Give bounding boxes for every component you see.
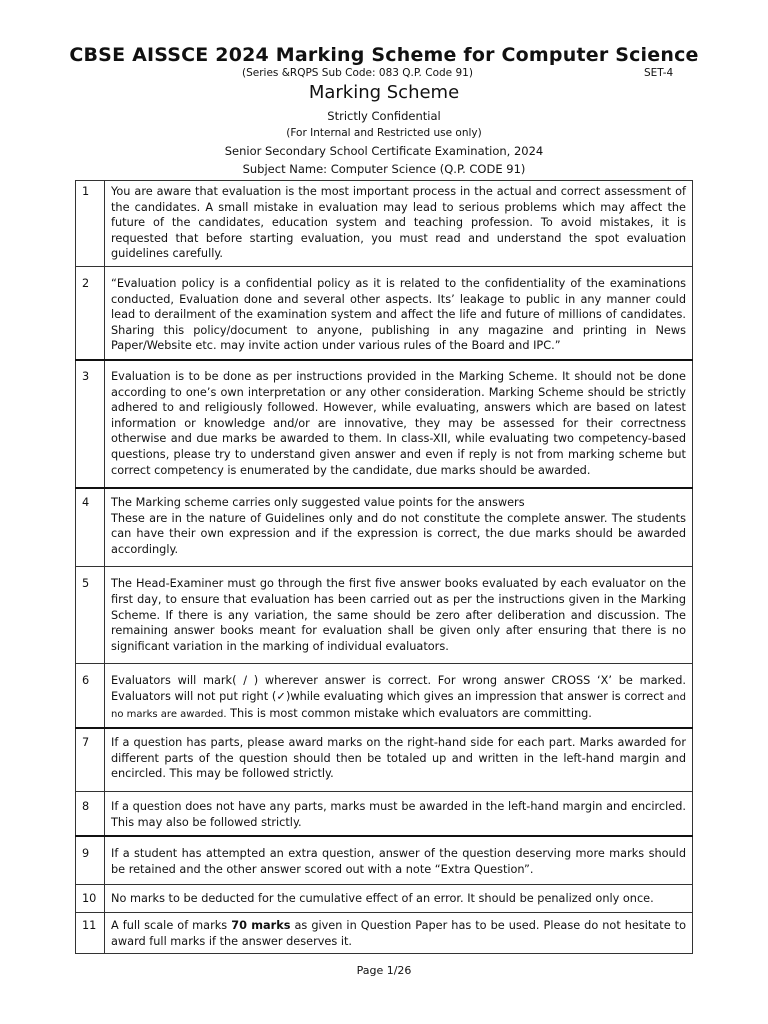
table-row (76, 885, 693, 913)
exam-name: Senior Secondary School Certificate Examination, 2024 (224, 144, 544, 158)
table-row (76, 664, 693, 728)
row-text: “Evaluation policy is a confidential policy as it is related to the confidentiality of the examinations conducted, Evaluation done and several other aspects. Its’ leakage to public in any manner could lead to derailment of the examination system and affect the life and future of millions of candidates. Sharing this policy/document to anyone, publishing in any magazine and printing in News Paper/Website etc. may invite action under various rules of the Board and IPC.” (105, 266, 693, 359)
set-label: SET-4 (644, 67, 674, 79)
confidential-label: Strictly Confidential (327, 109, 441, 123)
table-row (76, 836, 693, 885)
row-number: 5 (76, 567, 105, 664)
row-number: 6 (76, 664, 105, 728)
table-row (76, 912, 693, 953)
row-text: You are aware that evaluation is the most important process in the actual and correct assessment of the candidates. A small mistake in evaluation may lead to serious problems which may affect the future of the candidates, education system and teaching profession. To avoid mistakes, it is requested that before starting evaluation, you must read and understand the spot evaluation guidelines carefully. (105, 181, 693, 267)
row-text-part-2: and no marks are awarded. (111, 692, 686, 720)
row-text: If a question has parts, please award marks on the right-hand side for each part. Marks awarded for different parts of the question should then be totaled up and written in the left-hand margin and encircled. This may be followed strictly. (105, 728, 693, 791)
row-text: The Head-Examiner must go through the first five answer books evaluated by each evaluator on the first day, to ensure that evaluation has been carried out as per the instructions given in the Marking Scheme. If there is any variation, the same should be zero after deliberation and discussion. The remaining answer books meant for evaluation shall be given only after ensuring that there is no significant variation in the marking of individual evaluators. (105, 567, 693, 664)
table-row (76, 266, 693, 359)
page-number: Page 1/26 (356, 964, 412, 977)
row-text: No marks to be deducted for the cumulative effect of an error. It should be penalized only once. (105, 885, 693, 913)
row-number: 4 (76, 488, 105, 567)
row-number: 11 (76, 912, 105, 953)
table-row (76, 728, 693, 791)
row-number: 10 (76, 885, 105, 913)
row-number: 7 (76, 728, 105, 791)
series-code: (Series &RQPS Sub Code: 083 Q.P. Code 91) (242, 67, 473, 79)
scheme-title: Marking Scheme (308, 82, 460, 103)
table-row (76, 488, 693, 567)
row-number: 1 (76, 181, 105, 267)
row-text-part-1: Evaluators will mark( / ) wherever answer is correct. For wrong answer CROSS ‘X’ be marked. Evaluators will not put right (✓)while evaluating which gives an impression that answer is correct (111, 674, 686, 704)
row-text (105, 912, 693, 953)
internal-use-label: (For Internal and Restricted use only) (286, 127, 482, 139)
row-number: 3 (76, 360, 105, 488)
row-text-after: as given in Question Paper has to be used. Please do not hesitate to award full marks if the answer deserves it. (111, 918, 687, 948)
row-number: 2 (76, 266, 105, 359)
row-text-line-2: These are in the nature of Guidelines only and do not constitute the complete answer. The students can have their own expression and if the expression is correct, the due marks should be awarded accordingly. (111, 511, 686, 556)
row-text: If a student has attempted an extra question, answer of the question deserving more marks should be retained and the other answer scored out with a note “Extra Question”. (105, 836, 693, 885)
table-row (76, 792, 693, 837)
guidelines-table (75, 180, 693, 954)
row-number: 9 (76, 836, 105, 885)
subject-name: Subject Name: Computer Science (Q.P. CODE 91) (242, 162, 526, 176)
main-title: CBSE AISSCE 2024 Marking Scheme for Computer Science (69, 44, 699, 66)
table-row (76, 181, 693, 267)
table-row (76, 360, 693, 488)
row-text-before: A full scale of marks (111, 918, 232, 932)
row-text-line-1: The Marking scheme carries only suggested value points for the answers (111, 496, 525, 510)
row-text (105, 664, 693, 728)
row-number: 8 (76, 792, 105, 837)
row-text (105, 488, 693, 567)
row-text: Evaluation is to be done as per instructions provided in the Marking Scheme. It should not be done according to one’s own interpretation or any other consideration. Marking Scheme should be strictly adhered to and religiously followed. However, while evaluating, answers which are based on latest information or knowledge and/or are innovative, they may be assessed for their correctness otherwise and due marks be awarded to them. In class-XII, while evaluating two competency-based questions, please try to understand given answer and even if reply is not from marking scheme but correct competency is enumerated by the candidate, due marks should be awarded. (105, 360, 693, 488)
row-text: If a question does not have any parts, marks must be awarded in the left-hand margin and encircled. This may also be followed strictly. (105, 792, 693, 837)
row-text-bold: 70 marks (231, 918, 291, 932)
table-row (76, 567, 693, 664)
row-text-part-3: This is most common mistake which evaluators are committing. (226, 706, 592, 720)
